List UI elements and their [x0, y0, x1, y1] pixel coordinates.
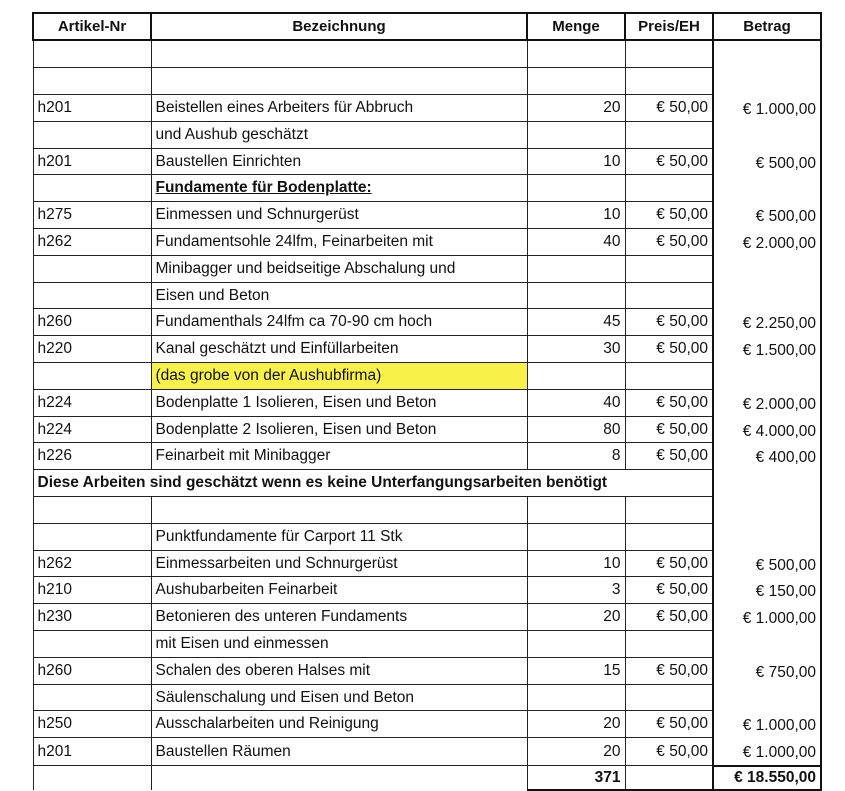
header-bezeichnung: Bezeichnung [151, 13, 527, 40]
table-row [33, 148, 821, 175]
artikel-cell [33, 121, 151, 148]
total-blank-bezeichnung [151, 766, 527, 791]
table-row [33, 309, 821, 336]
artikel-cell [33, 255, 151, 282]
header-row [33, 13, 821, 40]
bezeichnung-cell: Einmessen und Schnurgerüst [151, 202, 527, 229]
header-menge: Menge [527, 13, 625, 40]
menge-cell: 40 [527, 389, 625, 416]
bezeichnung-cell: Säulenschalung und Eisen und Beton [151, 684, 527, 711]
table-row [33, 631, 821, 658]
preis-cell [625, 363, 713, 390]
menge-cell [527, 497, 625, 524]
betrag-cell [713, 121, 821, 148]
preis-cell: € 50,00 [625, 550, 713, 577]
total-menge: 371 [527, 766, 625, 791]
bezeichnung-cell: Beistellen eines Arbeiters für Abbruch [151, 95, 527, 122]
menge-cell [527, 523, 625, 550]
menge-cell [527, 282, 625, 309]
preis-cell: € 50,00 [625, 309, 713, 336]
menge-cell: 3 [527, 577, 625, 604]
artikel-cell [33, 40, 151, 68]
preis-cell [625, 255, 713, 282]
artikel-cell: h250 [33, 711, 151, 738]
table-row [33, 255, 821, 282]
menge-cell: 40 [527, 229, 625, 256]
artikel-cell: h230 [33, 604, 151, 631]
artikel-cell [33, 497, 151, 524]
preis-cell: € 50,00 [625, 657, 713, 684]
bezeichnung-cell: Ausschalarbeiten und Reinigung [151, 711, 527, 738]
betrag-cell [713, 523, 821, 550]
table-row [33, 443, 821, 470]
preis-cell [625, 121, 713, 148]
betrag-cell: € 750,00 [713, 657, 821, 684]
betrag-cell: € 1.000,00 [713, 604, 821, 631]
table-row [33, 470, 821, 497]
bezeichnung-cell: Fundamentsohle 24lfm, Feinarbeiten mit [151, 229, 527, 256]
preis-cell: € 50,00 [625, 443, 713, 470]
artikel-cell: h210 [33, 577, 151, 604]
menge-cell: 20 [527, 604, 625, 631]
menge-cell: 20 [527, 95, 625, 122]
menge-cell: 10 [527, 148, 625, 175]
betrag-cell: € 500,00 [713, 550, 821, 577]
menge-cell: 10 [527, 202, 625, 229]
bezeichnung-cell: Bodenplatte 2 Isolieren, Eisen und Beton [151, 416, 527, 443]
total-betrag: € 18.550,00 [713, 766, 821, 791]
preis-cell: € 50,00 [625, 577, 713, 604]
artikel-cell: h260 [33, 657, 151, 684]
bezeichnung-cell: Eisen und Beton [151, 282, 527, 309]
note-cell: Diese Arbeiten sind geschätzt wenn es keine Unterfangungsarbeiten benötigt [33, 470, 713, 497]
preis-cell [625, 68, 713, 95]
preis-cell [625, 40, 713, 68]
artikel-cell [33, 631, 151, 658]
menge-cell: 15 [527, 657, 625, 684]
artikel-cell [33, 282, 151, 309]
bezeichnung-cell: Schalen des oberen Halses mit [151, 657, 527, 684]
menge-cell: 20 [527, 738, 625, 766]
menge-cell [527, 255, 625, 282]
betrag-cell [713, 175, 821, 202]
bezeichnung-cell: Kanal geschätzt und Einfüllarbeiten [151, 336, 527, 363]
line-items-table [32, 12, 822, 791]
bezeichnung-cell [151, 497, 527, 524]
table-row [33, 523, 821, 550]
bezeichnung-cell: und Aushub geschätzt [151, 121, 527, 148]
betrag-cell: € 1.000,00 [713, 95, 821, 122]
preis-cell: € 50,00 [625, 416, 713, 443]
betrag-cell [713, 363, 821, 390]
preis-cell: € 50,00 [625, 336, 713, 363]
betrag-cell: € 4.000,00 [713, 416, 821, 443]
menge-cell [527, 631, 625, 658]
betrag-cell: € 1.000,00 [713, 711, 821, 738]
preis-cell: € 50,00 [625, 604, 713, 631]
bezeichnung-cell: Aushubarbeiten Feinarbeit [151, 577, 527, 604]
menge-cell: 45 [527, 309, 625, 336]
betrag-cell [713, 255, 821, 282]
table-row [33, 416, 821, 443]
menge-cell [527, 68, 625, 95]
invoice-sheet [32, 12, 820, 791]
artikel-cell: h262 [33, 229, 151, 256]
total-blank-artikel [33, 766, 151, 791]
table-row [33, 389, 821, 416]
preis-cell: € 50,00 [625, 95, 713, 122]
bezeichnung-cell: Baustellen Räumen [151, 738, 527, 766]
table-row [33, 738, 821, 766]
bezeichnung-cell: Punktfundamente für Carport 11 Stk [151, 523, 527, 550]
table-row [33, 121, 821, 148]
menge-cell [527, 684, 625, 711]
table-row [33, 577, 821, 604]
table-row [33, 711, 821, 738]
betrag-cell [713, 684, 821, 711]
preis-cell: € 50,00 [625, 711, 713, 738]
artikel-cell: h275 [33, 202, 151, 229]
preis-cell: € 50,00 [625, 202, 713, 229]
betrag-cell [713, 631, 821, 658]
menge-cell [527, 175, 625, 202]
bezeichnung-cell: Betonieren des unteren Fundaments [151, 604, 527, 631]
header-artikel-nr: Artikel-Nr [33, 13, 151, 40]
menge-cell: 8 [527, 443, 625, 470]
artikel-cell [33, 684, 151, 711]
betrag-cell [713, 40, 821, 68]
artikel-cell: h224 [33, 416, 151, 443]
betrag-cell: € 2.250,00 [713, 309, 821, 336]
bezeichnung-cell: mit Eisen und einmessen [151, 631, 527, 658]
bezeichnung-cell: Minibagger und beidseitige Abschalung und [151, 255, 527, 282]
artikel-cell [33, 523, 151, 550]
preis-cell [625, 282, 713, 309]
bezeichnung-cell: Fundamente für Bodenplatte: [151, 175, 527, 202]
betrag-cell: € 400,00 [713, 443, 821, 470]
artikel-cell [33, 175, 151, 202]
table-row [33, 175, 821, 202]
preis-cell: € 50,00 [625, 229, 713, 256]
bezeichnung-cell: (das grobe von der Aushubfirma) [151, 363, 527, 390]
betrag-cell: € 500,00 [713, 148, 821, 175]
table-row [33, 229, 821, 256]
artikel-cell: h220 [33, 336, 151, 363]
artikel-cell: h226 [33, 443, 151, 470]
betrag-cell: € 500,00 [713, 202, 821, 229]
preis-cell [625, 684, 713, 711]
artikel-cell: h224 [33, 389, 151, 416]
table-row [33, 363, 821, 390]
betrag-cell [713, 470, 821, 497]
preis-cell [625, 523, 713, 550]
artikel-cell: h262 [33, 550, 151, 577]
bezeichnung-cell: Bodenplatte 1 Isolieren, Eisen und Beton [151, 389, 527, 416]
header-betrag: Betrag [713, 13, 821, 40]
betrag-cell: € 1.500,00 [713, 336, 821, 363]
bezeichnung-cell: Fundamenthals 24lfm ca 70-90 cm hoch [151, 309, 527, 336]
artikel-cell [33, 68, 151, 95]
preis-cell [625, 497, 713, 524]
bezeichnung-cell: Einmessarbeiten und Schnurgerüst [151, 550, 527, 577]
preis-cell: € 50,00 [625, 148, 713, 175]
bezeichnung-cell [151, 40, 527, 68]
table-row [33, 202, 821, 229]
menge-cell [527, 121, 625, 148]
betrag-cell [713, 68, 821, 95]
artikel-cell: h201 [33, 148, 151, 175]
artikel-cell: h260 [33, 309, 151, 336]
artikel-cell: h201 [33, 95, 151, 122]
artikel-cell [33, 363, 151, 390]
line-items-body [33, 40, 821, 766]
betrag-cell [713, 282, 821, 309]
table-row [33, 684, 821, 711]
menge-cell: 30 [527, 336, 625, 363]
bezeichnung-cell: Feinarbeit mit Minibagger [151, 443, 527, 470]
betrag-cell: € 1.000,00 [713, 738, 821, 766]
header-preis-eh: Preis/EH [625, 13, 713, 40]
betrag-cell [713, 497, 821, 524]
betrag-cell: € 2.000,00 [713, 229, 821, 256]
table-row [33, 336, 821, 363]
bezeichnung-cell [151, 68, 527, 95]
preis-cell: € 50,00 [625, 389, 713, 416]
preis-cell [625, 175, 713, 202]
preis-cell: € 50,00 [625, 738, 713, 766]
preis-cell [625, 631, 713, 658]
menge-cell: 10 [527, 550, 625, 577]
table-row [33, 282, 821, 309]
artikel-cell: h201 [33, 738, 151, 766]
menge-cell: 20 [527, 711, 625, 738]
total-row [33, 766, 821, 791]
table-row [33, 68, 821, 95]
total-blank-preis [625, 766, 713, 791]
table-row [33, 657, 821, 684]
menge-cell [527, 363, 625, 390]
table-row [33, 95, 821, 122]
betrag-cell: € 150,00 [713, 577, 821, 604]
betrag-cell: € 2.000,00 [713, 389, 821, 416]
table-row [33, 40, 821, 68]
menge-cell [527, 40, 625, 68]
table-row [33, 550, 821, 577]
table-row [33, 604, 821, 631]
table-row [33, 497, 821, 524]
menge-cell: 80 [527, 416, 625, 443]
bezeichnung-cell: Baustellen Einrichten [151, 148, 527, 175]
